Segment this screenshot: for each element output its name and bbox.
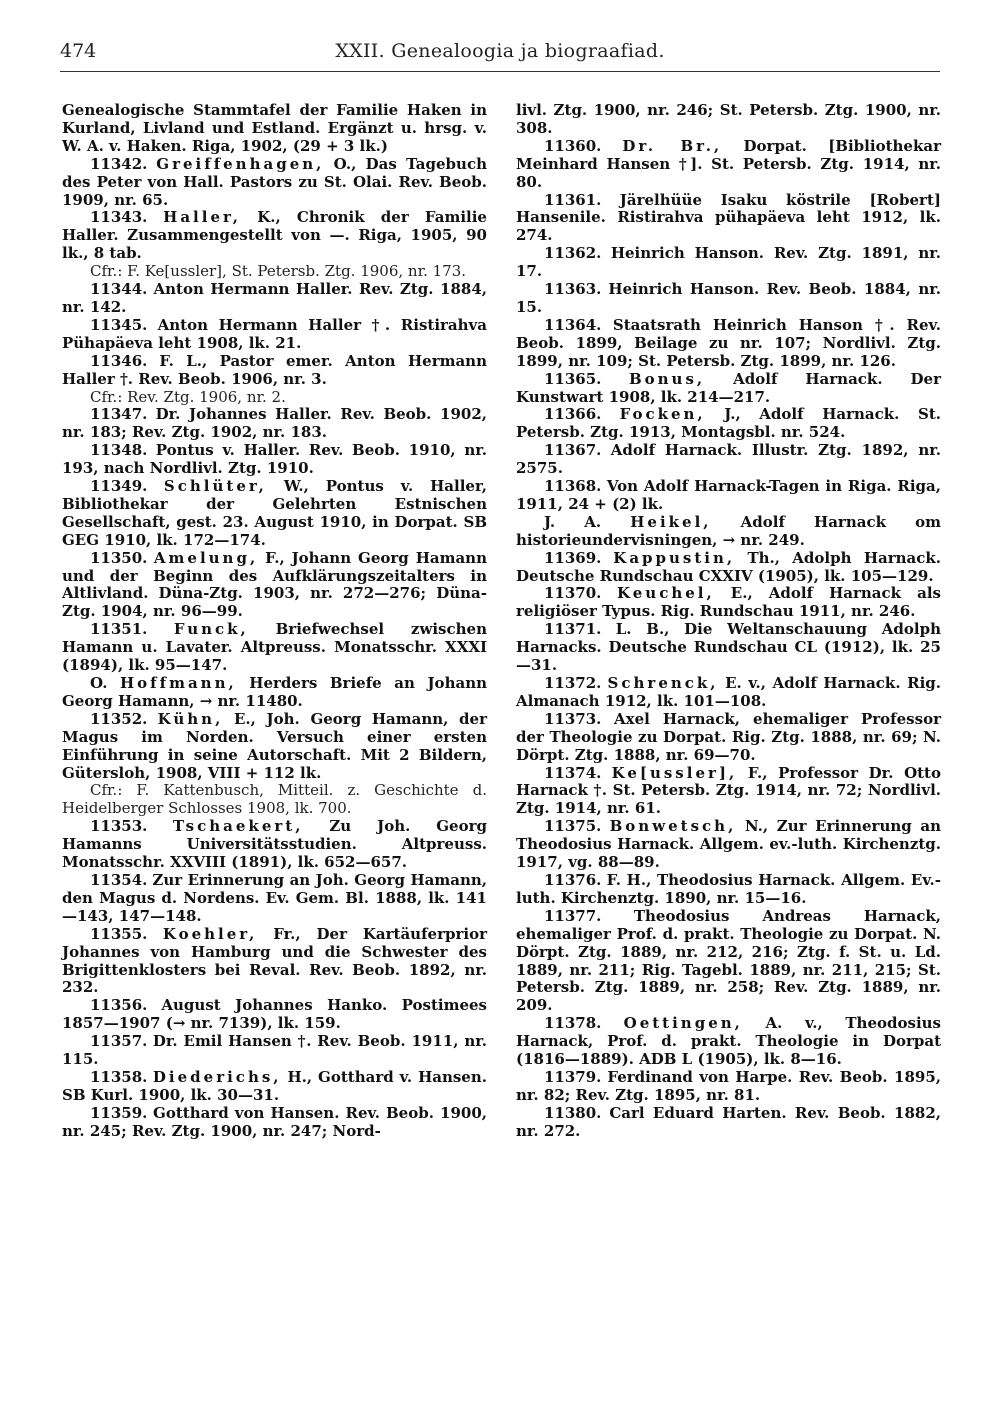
bibliography-entry bbox=[516, 281, 941, 317]
bibliography-entry bbox=[62, 621, 487, 675]
entry-number: 11366. bbox=[544, 405, 602, 424]
entry-text: N., Zur Erinnerung an Theodosius Harnack. Allgem. ev.-luth. Kirchenztg. 1917, vg. 88—89. bbox=[516, 817, 941, 872]
bibliography-entry bbox=[62, 406, 487, 442]
bibliography-entry bbox=[516, 371, 941, 407]
page-number: 474 bbox=[60, 40, 97, 62]
entry-text: F., Professor Dr. Otto Harnack †. St. Petersb. Ztg. 1914, nr. 72; Nordlivl. Ztg. 1914, nr. 61. bbox=[516, 763, 941, 818]
author-name: Koehler, bbox=[162, 924, 258, 943]
bibliography-entry bbox=[62, 209, 487, 263]
entry-number: 11361. bbox=[544, 190, 602, 209]
entry-text: F. H., Theodosius Harnack. Allgem. Ev.-luth. Kirchenztg. 1890, nr. 15—16. bbox=[516, 870, 941, 907]
entry-number: 11363. bbox=[544, 280, 602, 299]
entry-number: 11354. bbox=[90, 870, 148, 889]
entry-text: Gotthard von Hansen. Rev. Beob. 1900, nr. 245; Rev. Ztg. 1900, nr. 247; Nord- bbox=[62, 1103, 487, 1140]
entry-number: 11357. bbox=[90, 1032, 148, 1051]
author-name: Schrenck, bbox=[607, 674, 719, 692]
entry-text: Herders Briefe an Johann Georg Hamann, → nr. 11480. bbox=[62, 674, 488, 710]
author-name: Focken, bbox=[619, 405, 706, 424]
entry-text: Staatsrath Heinrich Hanson †. Rev. Beob. 1899, Beilage zu nr. 107; Nordlivl. Ztg. 1899, nr. 109; St. Petersb. Ztg. 1899, nr. 126. bbox=[516, 315, 941, 370]
author-name: Hoffmann, bbox=[120, 674, 237, 692]
entry-text: L. B., Die Weltanschauung Adolph Harnacks. Deutsche Rundschau CL (1912), lk. 25—31. bbox=[516, 620, 941, 675]
entry-number: 11355. bbox=[90, 924, 148, 943]
entry-number: 11346. bbox=[90, 351, 148, 370]
entry-text: Ferdinand von Harpe. Rev. Beob. 1895, nr. 82; Rev. Ztg. 1895, nr. 81. bbox=[516, 1067, 941, 1104]
entry-number: 11372. bbox=[544, 674, 602, 692]
entry-text: O., Das Tagebuch des Peter von Hall. Pastors zu St. Olai. Rev. Beob. 1909, nr. 65. bbox=[62, 154, 487, 209]
author-name: Bonwetsch, bbox=[609, 817, 737, 836]
entry-number: 11371. bbox=[544, 620, 602, 639]
entry-text: E. v., Adolf Harnack. Rig. Almanach 1912, lk. 101—108. bbox=[516, 674, 941, 710]
bibliography-entry bbox=[62, 156, 487, 210]
bibliography-entry bbox=[516, 1069, 941, 1105]
bibliography-entry bbox=[62, 317, 487, 353]
entry-text: Cfr.: F. Kattenbusch, Mitteil. z. Geschichte d. Heidelberger Schlosses 1908, lk. 700. bbox=[62, 781, 487, 818]
entry-number: 11367. bbox=[544, 441, 602, 460]
entry-text: H., Gotthard v. Hansen. SB Kurl. 1900, lk. 30—31. bbox=[62, 1067, 487, 1104]
entry-number: 11356. bbox=[90, 996, 148, 1015]
bibliography-entry bbox=[62, 442, 487, 478]
entry-number: 11375. bbox=[544, 817, 602, 836]
author-name: Kappustin, bbox=[613, 548, 736, 567]
entry-text: Anton Hermann Haller †. Ristirahva Pühapäeva leht 1908, lk. 21. bbox=[62, 315, 487, 352]
page-header bbox=[60, 36, 940, 72]
bibliography-entry bbox=[516, 1015, 941, 1069]
entry-text: Fr., Der Kartäuferprior Johannes von Hamburg und die Schwester des Brigittenklosters bei Reval. Rev. Beob. 1892, nr. 232. bbox=[62, 924, 487, 997]
entry-text: Zu Joh. Georg Hamanns Universitätsstudien. Altpreuss. Monatsschr. XXVIII (1891), lk. 652—657. bbox=[62, 817, 487, 872]
entry-text: K., Chronik der Familie Haller. Zusammengestellt von —. Riga, 1905, 90 lk., 8 tab. bbox=[62, 208, 487, 263]
entry-text: Th., Adolph Harnack. Deutsche Rundschau CXXIV (1905), lk. 105—129. bbox=[516, 548, 941, 585]
entry-text: Adolf Harnack. Der Kunstwart 1908, lk. 214—217. bbox=[516, 369, 941, 406]
entry-text: Cfr.: Rev. Ztg. 1906, nr. 2. bbox=[90, 387, 286, 406]
bibliography-entry bbox=[62, 478, 487, 550]
entry-number: 11370. bbox=[544, 584, 602, 603]
left-column bbox=[62, 102, 487, 1141]
entry-text: Adolf Harnack. Illustr. Ztg. 1892, nr. 2575. bbox=[516, 441, 941, 478]
bibliography-entry bbox=[516, 1105, 941, 1141]
entry-text: Theodosius Andreas Harnack, ehemaliger Prof. d. prakt. Theologie zu Dorpat. N. Dörpt. Ztg. 1889, nr. 212, 216; Ztg. f. St. u. Ld. 1889, nr. 211; Rig. Tagebl. 1889, nr. 211, 215; St. Petersb. Ztg. 1889, nr. 258; Rev. Ztg. 1889, nr. 209. bbox=[516, 906, 941, 1015]
entry-text: August Johannes Hanko. Postimees 1857—1907 (→ nr. 7139), lk. 159. bbox=[62, 996, 487, 1033]
author-name: Amelung, bbox=[153, 548, 259, 567]
entry-text: Zur Erinnerung an Joh. Georg Hamann, den Magus d. Nordens. Ev. Gem. Bl. 1888, lk. 141—143, 147—148. bbox=[62, 870, 487, 925]
entry-text: Heinrich Hanson. Rev. Ztg. 1891, nr. 17. bbox=[516, 244, 941, 281]
bibliography-entry bbox=[516, 908, 941, 1015]
entry-number: 11378. bbox=[544, 1014, 602, 1033]
entry-number: 11350. bbox=[90, 548, 148, 567]
right-column bbox=[516, 102, 941, 1141]
entry-text: Pontus v. Haller. Rev. Beob. 1910, nr. 193, nach Nordlivl. Ztg. 1910. bbox=[62, 441, 487, 478]
author-name: Bonus, bbox=[628, 369, 706, 388]
author-name: Schlüter, bbox=[163, 477, 267, 496]
bibliography-entry bbox=[516, 818, 941, 872]
bibliography-entry bbox=[516, 138, 941, 192]
entry-text: Dr. Johannes Haller. Rev. Beob. 1902, nr. 183; Rev. Ztg. 1902, nr. 183. bbox=[62, 405, 487, 442]
entry-number: 11358. bbox=[90, 1067, 148, 1086]
entry-number: 11348. bbox=[90, 441, 148, 460]
entry-text: F., Johann Georg Hamann und der Beginn des Aufklärungszeitalters in Altlivland. Düna-Ztg. 1903, nr. 272—276; Düna-Ztg. 1904, nr. 96—99. bbox=[62, 548, 487, 621]
entry-number: 11364. bbox=[544, 315, 602, 334]
bibliography-entry bbox=[62, 263, 487, 281]
bibliography-entry bbox=[62, 281, 487, 317]
bibliography-entry bbox=[516, 621, 941, 675]
entry-text: E., Adolf Harnack als religiöser Typus. Rig. Rundschau 1911, nr. 246. bbox=[516, 584, 941, 621]
entry-number: 11342. bbox=[90, 154, 148, 173]
entry-text: Heinrich Hanson. Rev. Beob. 1884, nr. 15. bbox=[516, 280, 941, 316]
entry-text: Carl Eduard Harten. Rev. Beob. 1882, nr. 272. bbox=[516, 1103, 941, 1140]
entry-number: 11362. bbox=[544, 244, 602, 263]
entry-text: Cfr.: F. Ke[ussler], St. Petersb. Ztg. 1906, nr. 173. bbox=[90, 262, 467, 281]
entry-text: Järelhüüe Isaku köstrile [Robert] Hansenile. Ristirahva pühapäeva leht 1912, lk. 274. bbox=[516, 190, 941, 245]
entry-text: Von Adolf Harnack-Tagen in Riga. Riga, 1911, 24 + (2) lk. bbox=[516, 477, 941, 513]
entry-number: 11351. bbox=[90, 620, 148, 639]
entry-text: Dorpat. [Bibliothekar Meinhard Hansen †]. St. Petersb. Ztg. 1914, nr. 80. bbox=[516, 136, 941, 191]
entry-number: 11380. bbox=[544, 1103, 602, 1122]
bibliography-entry bbox=[516, 711, 941, 765]
entry-text: Dr. Emil Hansen †. Rev. Beob. 1911, nr. 115. bbox=[62, 1032, 487, 1069]
author-name: Keuchel, bbox=[617, 584, 715, 603]
entry-number: 11353. bbox=[90, 817, 148, 836]
bibliography-entry bbox=[516, 514, 941, 550]
bibliography-entry bbox=[516, 317, 941, 371]
bibliography-entry bbox=[62, 872, 487, 926]
entry-number: 11347. bbox=[90, 405, 148, 424]
entry-text: J., Adolf Harnack. St. Petersb. Ztg. 1913, Montagsbl. nr. 524. bbox=[516, 405, 941, 442]
bibliography-entry bbox=[516, 675, 941, 711]
author-name: Funck, bbox=[173, 620, 249, 639]
entry-text: Briefwechsel zwischen Hamann u. Lavater. Altpreuss. Monatsschr. XXXI (1894), lk. 95—147. bbox=[62, 620, 487, 675]
author-name: Ke[ussler], bbox=[611, 763, 738, 782]
bibliography-entry bbox=[516, 192, 941, 246]
bibliography-entry bbox=[516, 442, 941, 478]
bibliography-entry bbox=[516, 550, 941, 586]
bibliography-entry bbox=[62, 389, 487, 407]
entry-number: 11359. bbox=[90, 1103, 148, 1122]
bibliography-entry bbox=[62, 711, 487, 783]
author-name: Diederichs, bbox=[152, 1067, 282, 1086]
entry-number: 11376. bbox=[544, 870, 602, 889]
bibliography-entry bbox=[516, 102, 941, 138]
entry-number: 11352. bbox=[90, 709, 148, 728]
bibliography-entry bbox=[62, 353, 487, 389]
author-name: Heikel, bbox=[630, 512, 712, 531]
entry-text: Axel Harnack, ehemaliger Professor der Theologie zu Dorpat. Rig. Ztg. 1888, nr. 69; N. Dörpt. Ztg. 1888, nr. 69—70. bbox=[516, 709, 941, 764]
entry-text: A. v., Theodosius Harnack, Prof. d. prakt. Theologie in Dorpat (1816—1889). ADB L (1905), lk. 8—16. bbox=[516, 1014, 941, 1069]
entry-number: 11360. bbox=[544, 136, 602, 155]
author-name: Tschaekert, bbox=[172, 817, 304, 836]
entry-number: 11379. bbox=[544, 1067, 602, 1086]
bibliography-entry bbox=[62, 1069, 487, 1105]
running-title: XXII. Genealoogia ja biograafiad. bbox=[335, 40, 665, 62]
entry-number: 11374. bbox=[544, 763, 602, 782]
header-rule bbox=[60, 71, 940, 72]
author-name: Oettingen, bbox=[623, 1014, 743, 1033]
author-initials: J. A. bbox=[544, 512, 631, 531]
bibliography-entry bbox=[62, 550, 487, 622]
entry-number: 11369. bbox=[544, 548, 602, 567]
entry-text: W., Pontus v. Haller, Bibliothekar der Gelehrten Estnischen Gesellschaft, gest. 23. August 1910, in Dorpat. SB GEG 1910, lk. 172—174. bbox=[62, 477, 487, 549]
entry-text: Genealogische Stammtafel der Familie Haken in Kurland, Livland und Estland. Ergänzt u. hrsg. v. W. A. v. Haken. Riga, 1902, (29 + 3 lk.) bbox=[62, 101, 487, 155]
entry-number: 11377. bbox=[544, 906, 602, 925]
entry-text: livl. Ztg. 1900, nr. 246; St. Petersb. Ztg. 1900, nr. 308. bbox=[516, 101, 941, 137]
entry-text: Adolf Harnack om historieundervisningen, → nr. 249. bbox=[516, 512, 941, 549]
bibliography-entry bbox=[516, 585, 941, 621]
entry-number: 11365. bbox=[544, 369, 602, 388]
bibliography-entry bbox=[62, 926, 487, 998]
bibliography-entry bbox=[62, 997, 487, 1033]
bibliography-entry bbox=[516, 245, 941, 281]
author-initials: O. bbox=[90, 674, 120, 692]
entry-number: 11344. bbox=[90, 280, 148, 299]
entry-text: E., Joh. Georg Hamann, der Magus im Norden. Versuch einer ersten Einführung in seine Autorschaft. Mit 2 Bildern, Gütersloh, 1908, VIII + 112 lk. bbox=[62, 709, 487, 782]
entry-number: 11349. bbox=[90, 477, 148, 496]
author-name: Dr. Br., bbox=[622, 136, 723, 155]
entry-number: 11343. bbox=[90, 208, 148, 227]
entry-text: F. L., Pastor emer. Anton Hermann Haller †. Rev. Beob. 1906, nr. 3. bbox=[62, 351, 487, 388]
bibliography-entry bbox=[62, 102, 487, 156]
bibliography-entry bbox=[62, 1105, 487, 1141]
bibliography-entry bbox=[62, 1033, 487, 1069]
bibliography-entry bbox=[516, 872, 941, 908]
bibliography-entry bbox=[516, 406, 941, 442]
author-name: Kühn, bbox=[157, 709, 224, 728]
bibliography-entry bbox=[516, 478, 941, 514]
entry-number: 11368. bbox=[544, 477, 602, 496]
author-name: Greiffenhagen, bbox=[156, 154, 325, 173]
bibliography-entry bbox=[516, 765, 941, 819]
entry-number: 11345. bbox=[90, 315, 148, 334]
bibliography-entry bbox=[62, 818, 487, 872]
author-name: Haller, bbox=[163, 208, 242, 227]
entry-text: Anton Hermann Haller. Rev. Ztg. 1884, nr. 142. bbox=[62, 280, 487, 316]
bibliography-entry bbox=[62, 675, 487, 711]
entry-number: 11373. bbox=[544, 709, 602, 728]
bibliography-entry bbox=[62, 782, 487, 818]
